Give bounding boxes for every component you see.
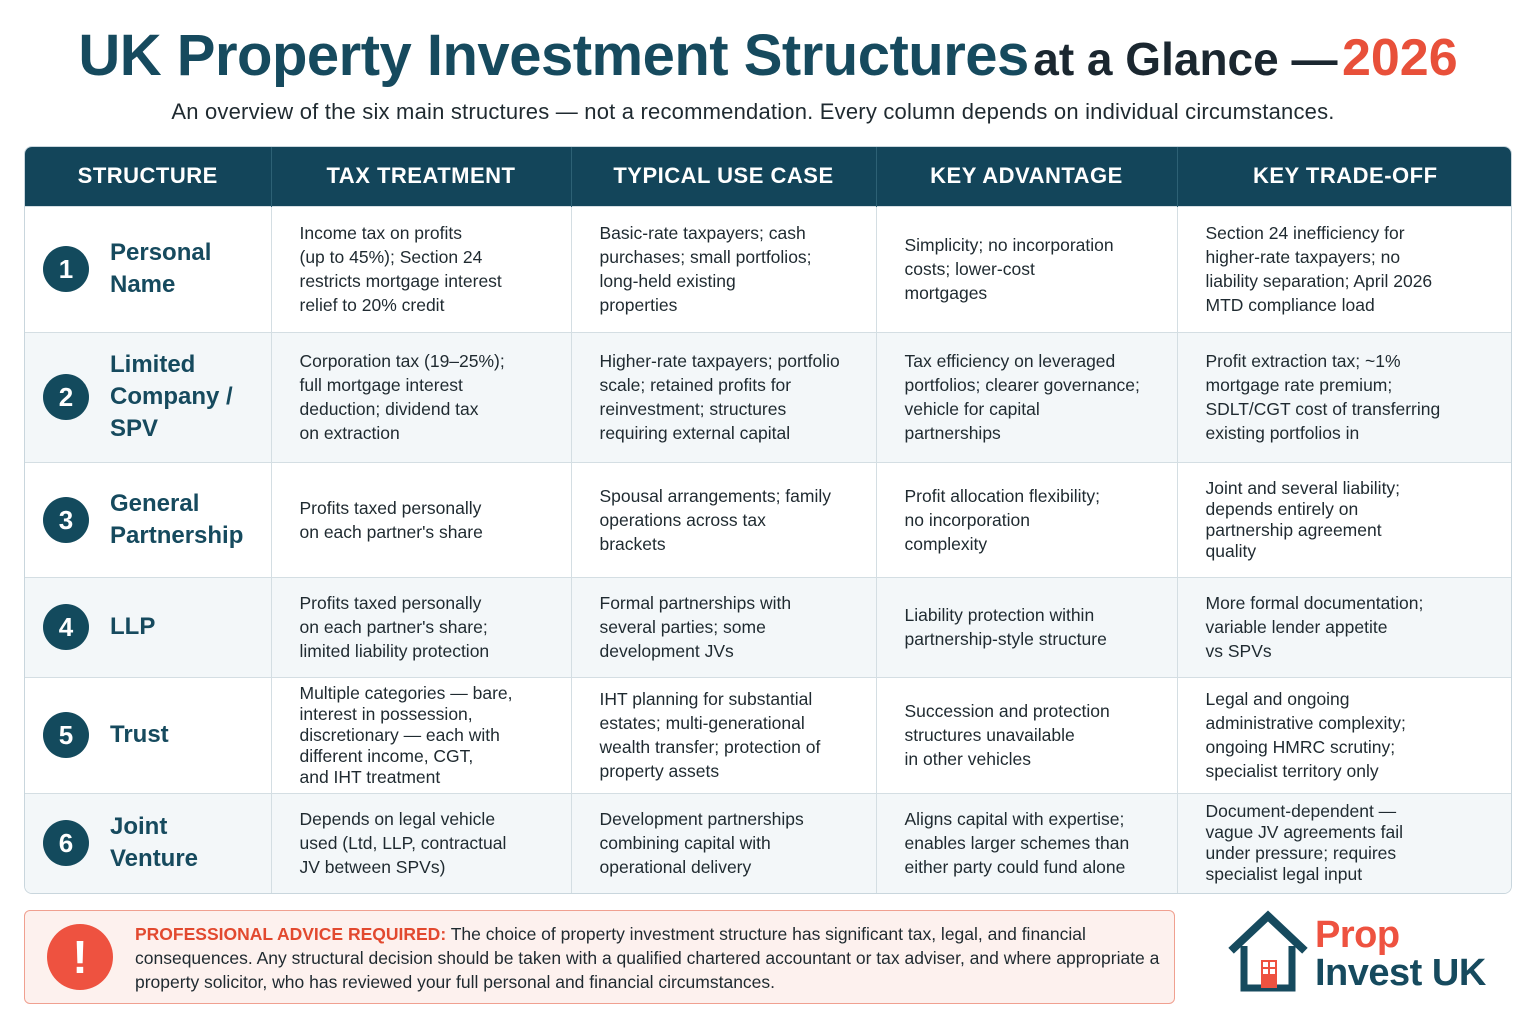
- house-icon: [1228, 908, 1308, 992]
- row-number-badge: 6: [43, 820, 89, 866]
- structure-name: Joint Venture: [110, 813, 199, 873]
- structure-name: Trust: [110, 721, 169, 748]
- use-case-cell: Formal partnerships with several parties; some development JVs: [571, 577, 876, 677]
- title-mid: at a Glance —: [1033, 33, 1338, 85]
- row-number-badge: 3: [43, 497, 89, 543]
- structure-name: Personal Name: [110, 239, 212, 298]
- advantage-cell: Tax efficiency on leveraged portfolios; clearer governance; vehicle for capital partnerships: [876, 332, 1177, 462]
- title-main: UK Property Investment Structures: [78, 23, 1029, 88]
- tax-treatment-cell: Corporation tax (19–25%); full mortgage interest deduction; dividend tax on extraction: [271, 332, 571, 462]
- trade-off-cell: Joint and several liability; depends entirely on partnership agreement quality: [1177, 462, 1512, 577]
- logo-text-prop: Prop: [1315, 914, 1400, 956]
- table-header-row: [25, 147, 1512, 206]
- page-subtitle: An overview of the six main structures — not a recommendation. Every column depends on individual circumstances.: [171, 99, 1335, 124]
- advice-body: The choice of property investment structure has significant tax, legal, and financial consequences. Any structural decision should be taken with a qualified chartered accountant or tax adviser, and where appropriate a property solicitor, who has reviewed your full personal and financial circumstances.: [135, 924, 1160, 992]
- structure-cell: [25, 462, 271, 577]
- structure-cell: [25, 206, 271, 332]
- advantage-cell: Succession and protection structures unavailable in other vehicles: [876, 677, 1177, 793]
- structure-name: LLP: [110, 613, 156, 640]
- table-row: [25, 332, 1512, 462]
- tax-treatment-cell: Multiple categories — bare, interest in possession, discretionary — each with different income, CGT, and IHT treatment: [271, 677, 571, 793]
- use-case-cell: Spousal arrangements; family operations across tax brackets: [571, 462, 876, 577]
- structure-name: General Partnership: [110, 489, 244, 549]
- tax-treatment-cell: Income tax on profits (up to 45%); Section 24 restricts mortgage interest relief to 20% credit: [271, 206, 571, 332]
- table-row: [25, 677, 1512, 793]
- use-case-cell: Development partnerships combining capital with operational delivery: [571, 793, 876, 893]
- advantage-cell: Simplicity; no incorporation costs; lower-cost mortgages: [876, 206, 1177, 332]
- row-number-badge: 4: [43, 604, 89, 650]
- page-title: [0, 22, 1536, 89]
- tax-treatment-cell: Depends on legal vehicle used (Ltd, LLP, contractual JV between SPVs): [271, 793, 571, 893]
- trade-off-cell: Profit extraction tax; ~1% mortgage rate premium; SDLT/CGT cost of transferring existing portfolios in: [1177, 332, 1512, 462]
- logo-text-invest-uk: Invest UK: [1315, 952, 1486, 994]
- advantage-cell: Liability protection within partnership-style structure: [876, 577, 1177, 677]
- advantage-cell: Profit allocation flexibility; no incorporation complexity: [876, 462, 1177, 577]
- column-header-typical-use-case: TYPICAL USE CASE: [571, 147, 876, 206]
- title-year: 2026: [1341, 29, 1458, 87]
- trade-off-cell: Section 24 inefficiency for higher-rate taxpayers; no liability separation; April 2026 MTD compliance load: [1177, 206, 1512, 332]
- structures-table: [24, 146, 1512, 894]
- advantage-cell: Aligns capital with expertise; enables larger schemes than either party could fund alone: [876, 793, 1177, 893]
- structure-cell: [25, 793, 271, 893]
- table-row: [25, 793, 1512, 893]
- use-case-cell: Higher-rate taxpayers; portfolio scale; retained profits for reinvestment; structures requiring external capital: [571, 332, 876, 462]
- column-header-structure: STRUCTURE: [25, 147, 271, 206]
- row-number-badge: 2: [43, 374, 89, 420]
- use-case-cell: IHT planning for substantial estates; multi-generational wealth transfer; protection of property assets: [571, 677, 876, 793]
- tax-treatment-cell: Profits taxed personally on each partner's share; limited liability protection: [271, 577, 571, 677]
- structure-cell: [25, 577, 271, 677]
- row-number-badge: 1: [43, 246, 89, 292]
- table-row: [25, 462, 1512, 577]
- tax-treatment-cell: Profits taxed personally on each partner's share: [271, 462, 571, 577]
- structure-name: Limited Company / SPV: [110, 351, 233, 442]
- structure-cell: [25, 332, 271, 462]
- column-header-key-trade-off: KEY TRADE-OFF: [1177, 147, 1512, 206]
- trade-off-cell: Legal and ongoing administrative complexity; ongoing HMRC scrutiny; specialist territory only: [1177, 677, 1512, 793]
- table-row: [25, 577, 1512, 677]
- professional-advice-notice: [24, 910, 1175, 1004]
- advice-text: [135, 922, 1165, 994]
- use-case-cell: Basic-rate taxpayers; cash purchases; small portfolios; long-held existing properties: [571, 206, 876, 332]
- prop-invest-uk-logo: [1228, 908, 1498, 998]
- exclamation-icon: !: [47, 924, 113, 990]
- trade-off-cell: Document-dependent — vague JV agreements fail under pressure; requires specialist legal input: [1177, 793, 1512, 893]
- row-number-badge: 5: [43, 712, 89, 758]
- column-header-tax-treatment: TAX TREATMENT: [271, 147, 571, 206]
- column-header-key-advantage: KEY ADVANTAGE: [876, 147, 1177, 206]
- advice-label: PROFESSIONAL ADVICE REQUIRED:: [135, 924, 447, 944]
- trade-off-cell: More formal documentation; variable lender appetite vs SPVs: [1177, 577, 1512, 677]
- structure-cell: [25, 677, 271, 793]
- table-row: [25, 206, 1512, 332]
